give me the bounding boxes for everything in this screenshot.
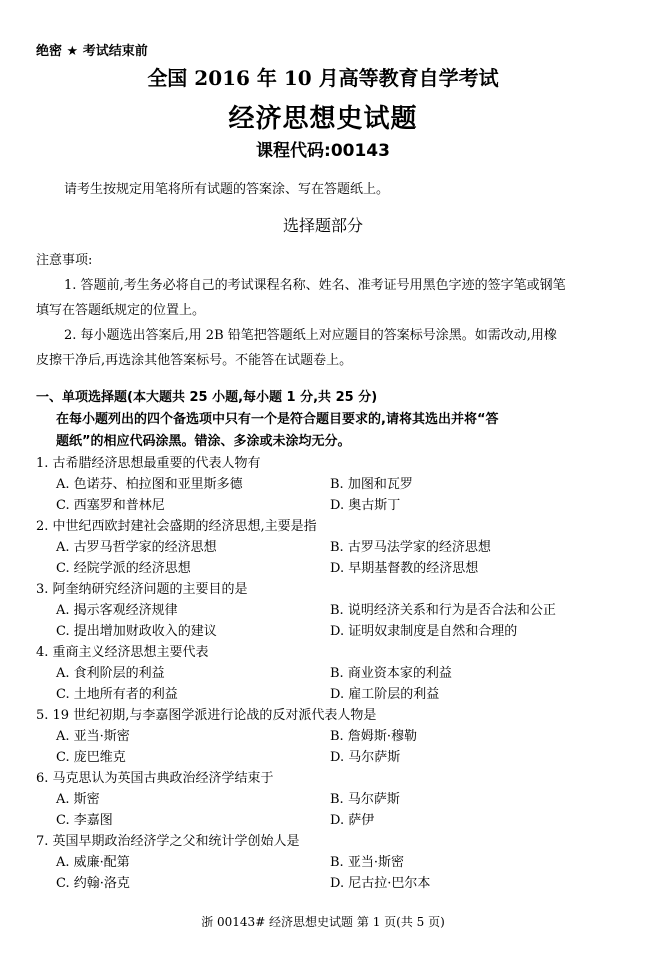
option-b: B. 亚当·斯密 <box>330 855 404 870</box>
question-stem: 7. 英国早期政治经济学之父和统计学创始人是 <box>36 834 300 849</box>
exam-title: 全国 2016 年 10 月高等教育自学考试 <box>147 66 499 90</box>
option-d: D. 萨伊 <box>330 813 375 828</box>
page-footer: 浙 00143# 经济思想史试题 第 1 页(共 5 页) <box>201 915 445 929</box>
part-1-desc-line-1: 在每小题列出的四个备选项中只有一个是符合题目要求的,请将其选出并将“答 <box>56 412 499 427</box>
section-title: 选择题部分 <box>282 216 363 235</box>
option-c: C. 土地所有者的利益 <box>56 687 178 702</box>
course-code: 课程代码:00143 <box>256 141 390 161</box>
option-a: A. 威廉·配第 <box>56 855 130 870</box>
option-b: B. 马尔萨斯 <box>330 792 400 807</box>
option-d: D. 马尔萨斯 <box>330 750 401 765</box>
option-b: B. 说明经济关系和行为是否合法和公正 <box>330 603 556 618</box>
question-stem: 2. 中世纪西欧封建社会盛期的经济思想,主要是指 <box>36 519 317 534</box>
option-c: C. 提出增加财政收入的建议 <box>56 624 217 639</box>
note-2-line-1: 2. 每小题选出答案后,用 2B 铅笔把答题纸上对应题目的答案标号涂黑。如需改动,用橡 <box>64 328 557 343</box>
note-2-line-2: 皮擦干净后,再选涂其他答案标号。不能答在试题卷上。 <box>36 353 353 368</box>
option-c: C. 经院学派的经济思想 <box>56 561 191 576</box>
option-d: D. 早期基督教的经济思想 <box>330 561 479 576</box>
option-a: A. 斯密 <box>56 792 100 807</box>
option-c: C. 西塞罗和普林尼 <box>56 498 165 513</box>
secrecy-label: 绝密 ★ 考试结束前 <box>36 44 148 59</box>
option-a: A. 食利阶层的利益 <box>56 666 165 681</box>
question-stem: 5. 19 世纪初期,与李嘉图学派进行论战的反对派代表人物是 <box>36 708 377 723</box>
part-1-heading: 一、单项选择题(本大题共 25 小题,每小题 1 分,共 25 分) <box>36 390 378 405</box>
subject-title: 经济思想史试题 <box>228 104 418 134</box>
option-a: A. 色诺芬、柏拉图和亚里斯多德 <box>56 477 243 492</box>
question-stem: 3. 阿奎纳研究经济问题的主要目的是 <box>36 582 248 597</box>
option-a: A. 揭示客观经济规律 <box>56 603 178 618</box>
option-d: D. 奥古斯丁 <box>330 498 401 513</box>
answer-instruction: 请考生按规定用笔将所有试题的答案涂、写在答题纸上。 <box>64 182 390 197</box>
option-b: B. 詹姆斯·穆勒 <box>330 729 417 744</box>
option-d: D. 雇工阶层的利益 <box>330 687 440 702</box>
option-b: B. 加图和瓦罗 <box>330 477 413 492</box>
option-c: C. 庞巴维克 <box>56 750 126 765</box>
option-b: B. 古罗马法学家的经济思想 <box>330 540 491 555</box>
question-stem: 6. 马克思认为英国古典政治经济学结束于 <box>36 771 274 786</box>
part-1-desc-line-2: 题纸”的相应代码涂黑。错涂、多涂或未涂均无分。 <box>56 434 351 449</box>
option-b: B. 商业资本家的利益 <box>330 666 452 681</box>
option-a: A. 古罗马哲学家的经济思想 <box>56 540 217 555</box>
option-a: A. 亚当·斯密 <box>56 729 130 744</box>
note-1-line-1: 1. 答题前,考生务必将自己的考试课程名称、姓名、准考证号用黑色字迹的签字笔或钢笔 <box>64 278 566 293</box>
option-c: C. 约翰·洛克 <box>56 876 130 891</box>
option-c: C. 李嘉图 <box>56 813 113 828</box>
notes-heading: 注意事项: <box>36 253 93 268</box>
option-d: D. 证明奴隶制度是自然和合理的 <box>330 624 518 639</box>
option-d: D. 尼古拉·巴尔本 <box>330 876 431 891</box>
question-stem: 1. 古希腊经济思想最重要的代表人物有 <box>36 456 261 471</box>
note-1-line-2: 填写在答题纸规定的位置上。 <box>36 303 206 318</box>
question-stem: 4. 重商主义经济思想主要代表 <box>36 645 209 660</box>
